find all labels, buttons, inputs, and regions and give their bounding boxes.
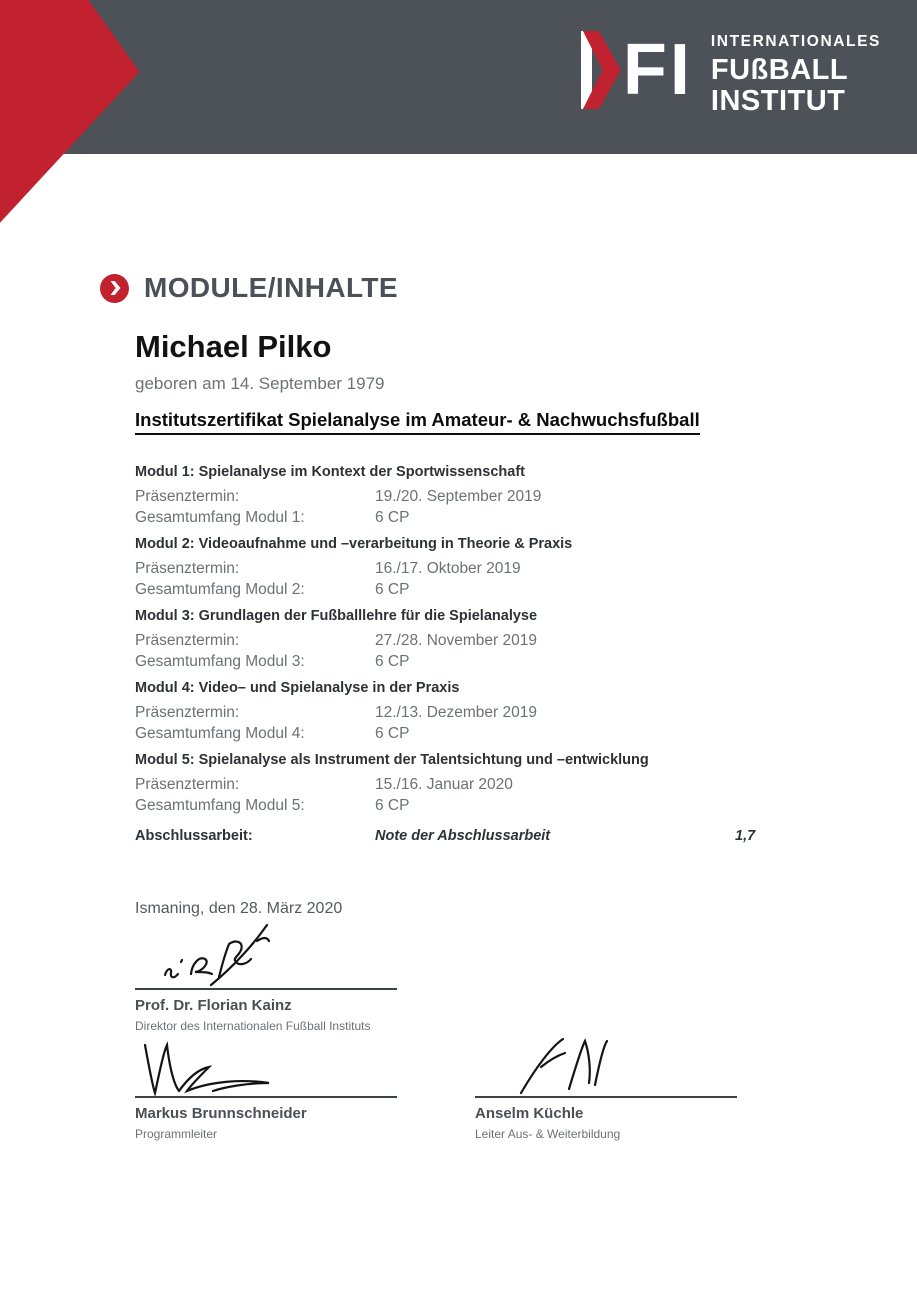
module-row-label: Präsenztermin: bbox=[135, 776, 240, 793]
final-grade-caption: Note der Abschlussarbeit bbox=[375, 828, 551, 844]
signatory-title: Programmleiter bbox=[135, 1127, 218, 1141]
final-grade-row bbox=[135, 826, 795, 846]
place-date: Ismaning, den 28. März 2020 bbox=[135, 900, 343, 917]
recipient-birthdate: geboren am 14. September 1979 bbox=[135, 374, 385, 393]
modules-table bbox=[135, 463, 795, 846]
section-title: MODULE/INHALTE bbox=[144, 272, 398, 303]
section-heading bbox=[100, 272, 398, 304]
module-header: Modul 5: Spielanalyse als Instrument der Talentsichtung und –entwicklung bbox=[135, 752, 649, 768]
module-row bbox=[135, 486, 795, 507]
chevron-right-circle-icon bbox=[100, 274, 129, 303]
final-grade-value: 1,7 bbox=[735, 828, 756, 844]
logo-line-internationales: INTERNATIONALES bbox=[710, 33, 881, 50]
module-row-value: 27./28. November 2019 bbox=[375, 632, 537, 649]
logo-letters: FI bbox=[622, 30, 693, 110]
signatory-title: Direktor des Internationalen Fußball Instituts bbox=[135, 1019, 371, 1033]
module-row-value: 16./17. Oktober 2019 bbox=[375, 560, 521, 577]
ifi-logo bbox=[581, 30, 881, 117]
logo-line-institut: INSTITUT bbox=[710, 85, 846, 117]
module-row-label: Präsenztermin: bbox=[135, 560, 240, 577]
module-row-label: Gesamtumfang Modul 1: bbox=[135, 509, 305, 526]
signature-scribble bbox=[475, 1041, 675, 1096]
module-row bbox=[135, 651, 795, 672]
module-row bbox=[135, 507, 795, 528]
module-row-label: Präsenztermin: bbox=[135, 704, 240, 721]
ifi-logo-mark bbox=[581, 30, 693, 110]
module-header: Modul 2: Videoaufnahme und –verarbeitung in Theorie & Praxis bbox=[135, 536, 573, 552]
signature-scribble bbox=[135, 1041, 335, 1096]
module-header: Modul 3: Grundlagen der Fußballlehre für die Spielanalyse bbox=[135, 608, 538, 624]
signatory-title: Leiter Aus- & Weiterbildung bbox=[475, 1127, 621, 1141]
signatory-name: Anselm Küchle bbox=[475, 1105, 584, 1122]
module-row-value: 6 CP bbox=[375, 725, 410, 742]
module-row-value: 6 CP bbox=[375, 653, 410, 670]
logo-line-fussball: FUßBALL bbox=[710, 54, 849, 86]
module-row bbox=[135, 723, 795, 744]
module-row-label: Gesamtumfang Modul 4: bbox=[135, 725, 305, 742]
module-row-label: Gesamtumfang Modul 2: bbox=[135, 581, 305, 598]
module-row-value: 6 CP bbox=[375, 797, 410, 814]
signature-block-program-lead bbox=[135, 1041, 397, 1141]
signature-block-education-lead bbox=[475, 1041, 737, 1141]
final-grade-label: Abschlussarbeit: bbox=[135, 828, 253, 844]
module-row bbox=[135, 579, 795, 600]
signatory-name: Markus Brunnschneider bbox=[135, 1105, 307, 1122]
signature-line bbox=[135, 1096, 397, 1098]
module-row-label: Präsenztermin: bbox=[135, 488, 240, 505]
module-row bbox=[135, 702, 795, 723]
signatory-name: Prof. Dr. Florian Kainz bbox=[135, 997, 292, 1014]
module-row-label: Gesamtumfang Modul 5: bbox=[135, 797, 305, 814]
module-row-label: Präsenztermin: bbox=[135, 632, 240, 649]
module-header: Modul 4: Video– und Spielanalyse in der Praxis bbox=[135, 680, 460, 696]
module-row bbox=[135, 558, 795, 579]
signature-scribble bbox=[135, 933, 335, 988]
module-row-value: 19./20. September 2019 bbox=[375, 488, 542, 505]
module-header: Modul 1: Spielanalyse im Kontext der Sportwissenschaft bbox=[135, 464, 525, 480]
module-row-value: 12./13. Dezember 2019 bbox=[375, 704, 537, 721]
module-row-value: 6 CP bbox=[375, 581, 410, 598]
module-row-label: Gesamtumfang Modul 3: bbox=[135, 653, 305, 670]
signature-line bbox=[475, 1096, 737, 1098]
signature-block-director bbox=[135, 933, 397, 1033]
certificate-title: Institutszertifikat Spielanalyse im Amateur- & Nachwuchsfußball bbox=[135, 409, 700, 435]
recipient-name: Michael Pilko bbox=[135, 329, 332, 364]
module-row bbox=[135, 774, 795, 795]
module-row-value: 6 CP bbox=[375, 509, 410, 526]
module-row-value: 15./16. Januar 2020 bbox=[375, 776, 513, 793]
signature-line bbox=[135, 988, 397, 990]
ifi-logo-text bbox=[711, 30, 881, 117]
module-row bbox=[135, 795, 795, 816]
module-row bbox=[135, 630, 795, 651]
chevron-right-icon bbox=[111, 281, 121, 295]
